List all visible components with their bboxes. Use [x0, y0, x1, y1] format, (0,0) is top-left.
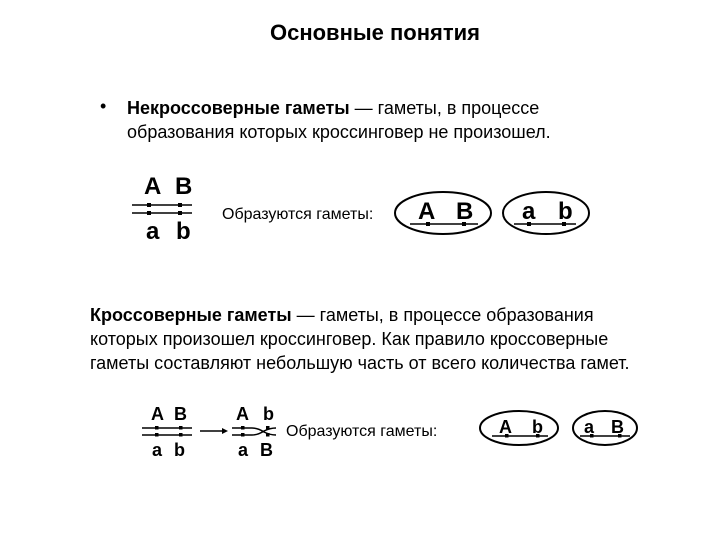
- bullet-marker: •: [100, 96, 107, 116]
- locus-marker: [241, 433, 245, 437]
- gamete-2-gene-2: b: [558, 198, 573, 225]
- locus-marker: [241, 426, 245, 430]
- locus-marker: [155, 433, 159, 437]
- gamete-oval-2: [573, 411, 637, 445]
- locus-marker: [266, 433, 270, 437]
- gametes-label: Образуются гаметы:: [222, 206, 374, 223]
- crossed-bottom-gene-1: a: [238, 440, 249, 460]
- chromosome-bottom-gene-1: a: [152, 440, 163, 460]
- noncrossover-diagram: [130, 172, 600, 242]
- gamete-1-gene-1: A: [499, 417, 512, 437]
- chromosome-top-gene-2: B: [174, 404, 187, 424]
- chromosome-bottom-gene-2: b: [176, 218, 191, 242]
- gamete-1-gene-1: A: [418, 198, 436, 225]
- noncrossover-definition: [127, 96, 647, 144]
- gamete-oval-1: [395, 192, 491, 234]
- locus-marker: [178, 203, 182, 207]
- gamete-oval-1: [480, 411, 558, 445]
- chromosome-bottom-gene-1: a: [146, 218, 160, 242]
- crossover-definition: [90, 303, 650, 375]
- page-title: Основные понятия: [269, 20, 480, 45]
- gamete-2-gene-2: B: [611, 417, 624, 437]
- gamete-oval-2: [503, 192, 589, 234]
- arrow-head-icon: [222, 428, 228, 434]
- noncrossover-text: — гаметы, в процессе образования которых кроссинговер не произошел.: [127, 98, 551, 142]
- locus-marker: [266, 426, 270, 430]
- chromosome-top-gene-2: B: [175, 173, 193, 200]
- crossover-term: Кроссоверные гаметы: [90, 305, 292, 325]
- crossover-text: — гаметы, в процессе образования которых произошел кроссинговер. Как правило кроссоверные гаметы составляют небольшую часть от всего количества гамет.: [90, 305, 630, 373]
- locus-marker: [178, 211, 182, 215]
- locus-marker: [179, 433, 183, 437]
- locus-marker: [179, 426, 183, 430]
- gamete-1-gene-2: b: [532, 417, 543, 437]
- crossed-top-gene-1: A: [236, 404, 249, 424]
- locus-marker: [147, 211, 151, 215]
- crossover-diagram: [140, 402, 640, 464]
- chromosome-top-gene-1: A: [144, 173, 162, 200]
- crossed-top-gene-2: b: [263, 404, 274, 424]
- locus-marker: [155, 426, 159, 430]
- crossed-bottom-gene-2: B: [260, 440, 273, 460]
- gametes-label: Образуются гаметы:: [286, 423, 438, 440]
- gamete-1-gene-2: B: [456, 198, 474, 225]
- gamete-2-gene-1: a: [584, 417, 595, 437]
- chromosome-top-gene-1: A: [151, 404, 164, 424]
- gamete-2-gene-1: a: [522, 198, 536, 225]
- locus-marker: [147, 203, 151, 207]
- chromosome-bottom-gene-2: b: [174, 440, 185, 460]
- noncrossover-term: Некроссоверные гаметы: [127, 98, 350, 118]
